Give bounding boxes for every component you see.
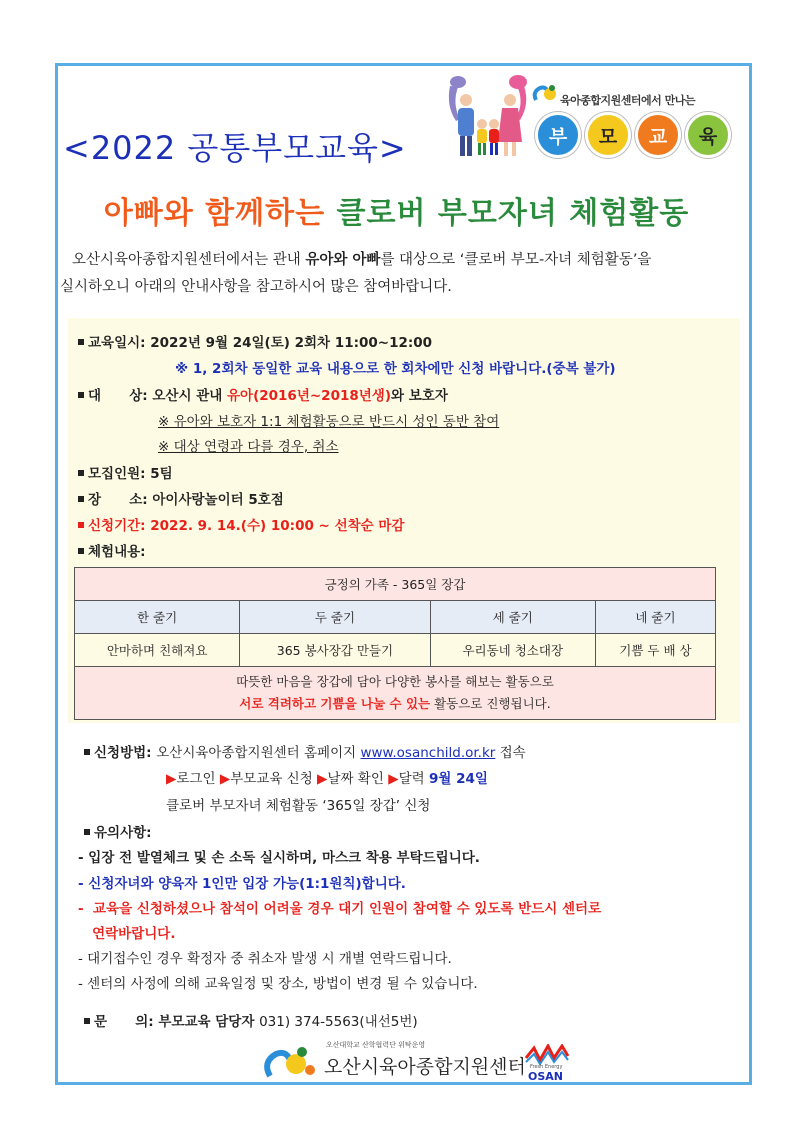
footer-energy: Fresh Energy (530, 1064, 563, 1070)
bullet-icon (78, 496, 84, 502)
target-row (78, 384, 448, 404)
footer-org-name: 오산시육아종합지원센터 (324, 1056, 526, 1078)
subtitle (0, 188, 793, 232)
arrow-icon: ▶ (219, 771, 231, 787)
table-header: 한 줄기 (75, 601, 240, 634)
intro-paragraph (60, 247, 750, 301)
place-label: 장 소: (88, 492, 153, 508)
subtitle-part2: 클로버 부모자녀 체험활동 (336, 196, 690, 231)
content-label: 체험내용: (88, 544, 146, 560)
bullet-icon (78, 548, 84, 554)
bullet-icon (78, 392, 84, 398)
apply-row (84, 741, 526, 761)
contact-row (84, 1010, 418, 1030)
footer-logo (262, 1040, 592, 1086)
apply-line3: 클로버 부모자녀 체험활동 ‘365일 장갑’ 신청 (166, 798, 431, 814)
recruit-label: 모집인원: (88, 466, 151, 482)
bullet-icon (78, 339, 84, 345)
note-3a: - 교육을 신청하셨으나 참석이 어려울 경우 대기 인원이 참여할 수 있도록 반드시 센터로 (78, 901, 602, 917)
table-foot-row (75, 667, 716, 720)
bullet-icon (78, 470, 84, 476)
note-2: - 신청자녀와 양육자 1인만 입장 가능(1:1원칙)합니다. (78, 876, 406, 892)
step-apply: 부모교육 신청 (230, 771, 313, 787)
bullet-icon (84, 1018, 90, 1024)
center-logo-icon (532, 82, 558, 106)
table-title: 긍정의 가족 - 365일 장갑 (75, 568, 716, 601)
step-calendar: 달력 (398, 771, 429, 787)
table-header: 네 줄기 (595, 601, 715, 634)
apply-text-end: 접속 (495, 745, 526, 761)
contact-phone: 031) 374-5563(내선5번) (259, 1014, 418, 1030)
intro-text3: 를 대상으로 ‘클로버 부모-자녀 체험활동’을 (380, 252, 652, 268)
table-cell: 우리동네 청소대장 (430, 634, 595, 667)
place-value: 아이사랑놀이터 5호점 (152, 492, 284, 508)
date-label: 교육일시: (88, 335, 151, 351)
table-header-row (75, 601, 716, 634)
bullet-icon (78, 522, 84, 528)
arrow-icon: ▶ (388, 771, 399, 787)
target-value2: 유아(2016년~2018년생) (227, 388, 392, 404)
period-label: 신청기간: (88, 518, 151, 534)
activity-table (74, 567, 716, 720)
table-foot-line1: 따뜻한 마음을 장갑에 담아 다양한 봉사를 해보는 활동으로 (236, 674, 554, 689)
target-note1: ※ 유아와 보호자 1:1 체험활동으로 반드시 성인 동반 참여 (158, 414, 500, 430)
center-logo-icon (262, 1042, 320, 1084)
content-row (78, 540, 146, 560)
table-title-row (75, 568, 716, 601)
date-value: 2022년 9월 24일(토) 2회차 11:00~12:00 (150, 335, 433, 351)
target-label: 대 상: (88, 388, 153, 404)
target-value3: 와 보호자 (391, 388, 448, 404)
table-foot-rest: 활동으로 진행됩니다. (430, 696, 551, 711)
apply-text: 오산시육아종합지원센터 홈페이지 (156, 745, 361, 761)
intro-line1 (60, 247, 750, 274)
table-foot-highlight: 서로 격려하고 기쁨을 나눌 수 있는 (239, 696, 431, 711)
target-note2: ※ 대상 연령과 다를 경우, 취소 (158, 439, 339, 455)
period-value: 2022. 9. 14.(수) 10:00 ~ 선착순 마감 (150, 518, 405, 534)
notes-label: 유의사항: (94, 825, 152, 841)
table-cell: 안마하며 친해져요 (75, 634, 240, 667)
table-cell: 기쁨 두 배 상 (595, 634, 715, 667)
step-date: 날짜 확인 (327, 771, 384, 787)
osan-wave-icon (524, 1044, 574, 1066)
period-row (78, 514, 404, 534)
note-3b: 연락바랍니다. (78, 926, 176, 942)
recruit-value: 5팀 (150, 466, 173, 482)
table-foot-line2 (75, 693, 715, 715)
intro-highlight: 유아와 아빠 (305, 252, 381, 268)
table-foot (75, 667, 716, 720)
footer-city: OSAN (528, 1070, 563, 1083)
badge-yuk: 육 (685, 112, 731, 158)
date-note: ※ 1, 2회차 동일한 교육 내용으로 한 회차에만 신청 바랍니다.(중복 불가) (175, 361, 616, 377)
arrow-icon: ▶ (317, 771, 328, 787)
logo-tagline: 육아종합지원센터에서 만나는 (560, 94, 695, 107)
notes-row (84, 821, 152, 841)
table-header: 두 줄기 (240, 601, 430, 634)
bullet-icon (84, 749, 90, 755)
step-calendar-date: 9월 24일 (428, 771, 488, 787)
subtitle-part1: 아빠와 함께하는 (103, 196, 326, 231)
page-title: <2022 공통부모교육> (63, 129, 407, 167)
target-value1: 오산시 관내 (152, 388, 227, 404)
table-cell: 365 봉사장갑 만들기 (240, 634, 430, 667)
badge-bu: 부 (535, 112, 581, 158)
note-5: - 센터의 사정에 의해 교육일정 및 장소, 방법이 변경 될 수 있습니다. (78, 976, 478, 992)
badge-gyo: 교 (635, 112, 681, 158)
contact-person: 부모교육 담당자 (158, 1014, 260, 1030)
arrow-icon: ▶ (166, 771, 177, 787)
apply-label: 신청방법: (94, 745, 157, 761)
apply-steps (166, 767, 488, 787)
intro-text1: 오산시육아종합지원센터에서는 관내 (72, 252, 306, 268)
table-header: 세 줄기 (430, 601, 595, 634)
note-1: - 입장 전 발열체크 및 손 소독 실시하며, 마스크 착용 부탁드립니다. (78, 850, 480, 866)
intro-line2: 실시하오니 아래의 안내사항을 참고하시어 많은 참여바랍니다. (60, 279, 452, 295)
date-row (78, 331, 432, 351)
recruit-row (78, 462, 173, 482)
footer-org-small: 오산대학교 산학협력단 위탁운영 (326, 1041, 426, 1049)
contact-label: 문 의: (94, 1014, 159, 1030)
step-login: 로그인 (176, 771, 216, 787)
homepage-link[interactable]: www.osanchild.or.kr (360, 745, 496, 761)
badge-row (535, 112, 731, 158)
note-4: - 대기접수인 경우 확정자 중 취소자 발생 시 개별 연락드립니다. (78, 951, 452, 967)
table-row (75, 634, 716, 667)
badge-mo: 모 (585, 112, 631, 158)
bullet-icon (84, 829, 90, 835)
family-figures-icon (444, 72, 544, 160)
place-row (78, 488, 284, 508)
